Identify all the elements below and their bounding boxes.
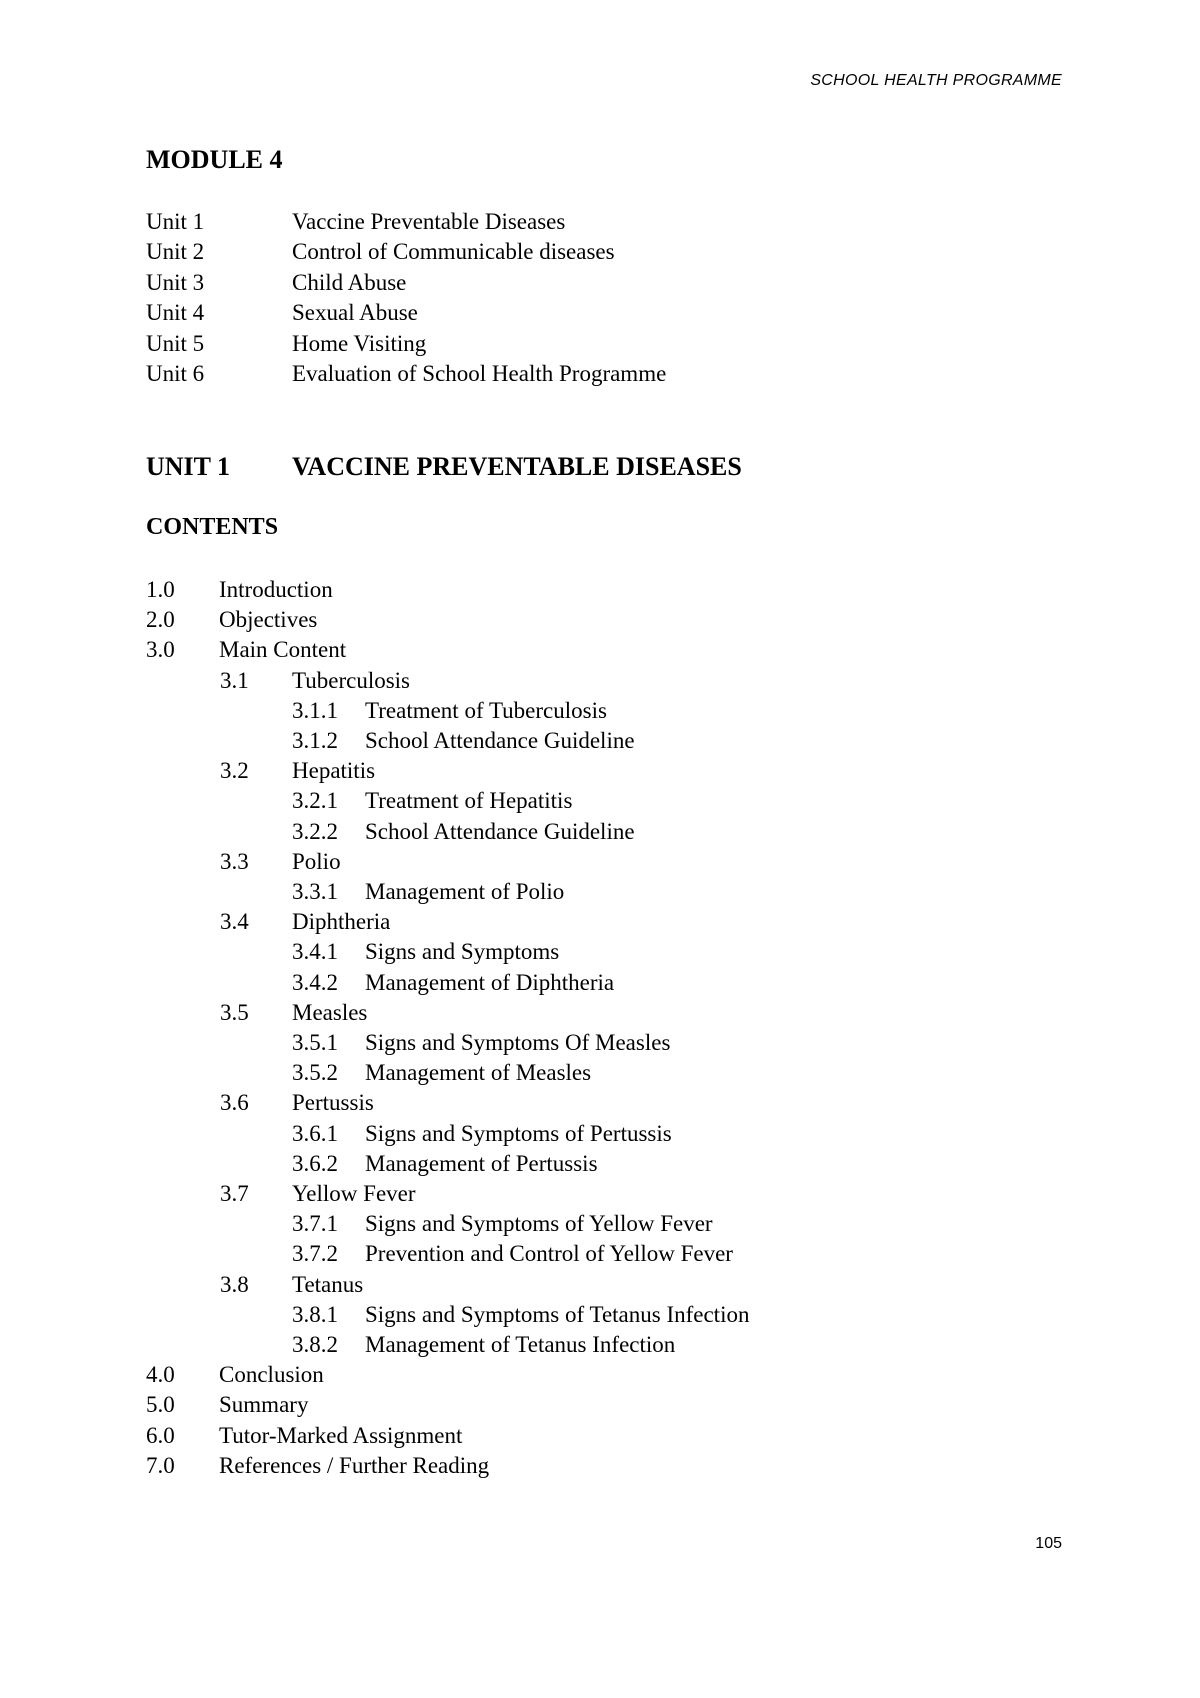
toc-entry-text: Objectives [219,607,318,633]
module-unit-title: Control of Communicable diseases [292,239,615,265]
toc-entry-number: 3.1.2 [292,728,338,754]
toc-entry-number: 3.6 [220,1090,249,1116]
module-unit-title: Vaccine Preventable Diseases [292,209,566,234]
toc-entry [146,937,749,967]
module-unit-row [146,298,666,328]
toc-entry [146,998,749,1028]
toc-entry-number: 3.2 [220,758,249,784]
toc-entry-text: Management of Pertussis [365,1150,598,1176]
toc-entry-text: Main Content [219,637,347,663]
toc-entry-number: 3.8.2 [292,1332,338,1358]
toc-entry-text: Signs and Symptoms of Pertussis [365,1120,672,1146]
contents-title: CONTENTS [146,514,279,540]
toc-entry-text: Pertussis [292,1090,374,1116]
toc-entry-text: Signs and Symptoms of Yellow Fever [365,1211,713,1237]
toc-entry-text: Management of Tetanus Infection [365,1332,676,1358]
module-unit-title: Home Visiting [292,330,427,356]
toc-entry-number: 6.0 [146,1422,175,1448]
toc-entry [146,666,749,696]
module-unit-number: Unit 4 [146,300,205,326]
toc-entry [146,968,749,998]
toc-entry-number: 3.8.1 [292,1301,338,1327]
toc-entry [146,847,749,877]
toc-entry-number: 3.7 [220,1181,249,1207]
toc-entry-number: 3.3.1 [292,879,338,905]
toc-entry-text: Management of Polio [365,879,565,905]
toc-entry-number: 3.0 [146,637,175,663]
toc-entry-text: References / Further Reading [219,1452,490,1478]
toc-entry-number: 3.7.1 [292,1211,338,1237]
toc-entry-text: Signs and Symptoms of Tetanus Infection [365,1301,750,1327]
toc-entry [146,1390,749,1420]
toc-entry-text: Signs and Symptoms Of Measles [365,1030,671,1056]
toc-entry-number: 1.0 [146,577,175,602]
module-unit-title: Child Abuse [292,269,407,295]
toc-entry-text: Measles [292,999,368,1025]
module-unit-number: Unit 2 [146,239,205,265]
toc-entry-number: 3.1 [220,667,249,693]
toc-entry-text: Treatment of Tuberculosis [365,697,607,723]
module-unit-row [146,329,666,359]
toc-entry-text: Hepatitis [292,758,376,784]
toc-entry-number: 3.5.1 [292,1030,338,1056]
toc-entry-text: Summary [219,1392,309,1418]
toc-entry-text: School Attendance Guideline [365,818,635,844]
toc-entry-text: School Attendance Guideline [365,728,635,754]
toc-entry-text: Prevention and Control of Yellow Fever [365,1241,733,1267]
table-of-contents [146,575,749,1481]
toc-entry-number: 3.2.1 [292,788,338,814]
toc-entry [146,1088,749,1118]
toc-entry [146,605,749,635]
toc-entry [146,1239,749,1269]
toc-entry [146,1209,749,1239]
toc-entry-text: Management of Measles [365,1060,592,1086]
toc-entry-number: 3.7.2 [292,1241,338,1267]
toc-entry-number: 3.4.1 [292,939,338,965]
toc-entry [146,635,749,665]
toc-entry [146,1360,749,1390]
toc-entry-text: Introduction [219,577,333,602]
module-unit-row [146,207,666,237]
toc-entry-text: Conclusion [219,1362,324,1388]
toc-entry-text: Management of Diphtheria [365,969,615,995]
toc-entry [146,1119,749,1149]
module-title: MODULE 4 [146,145,283,174]
module-unit-number: Unit 5 [146,330,205,356]
module-unit-list [146,207,666,389]
toc-entry [146,726,749,756]
module-unit-number: Unit 1 [146,209,205,234]
toc-entry [146,1179,749,1209]
toc-entry-number: 3.6.1 [292,1120,338,1146]
toc-entry [146,1028,749,1058]
toc-entry-number: 3.8 [220,1271,249,1297]
toc-entry [146,1270,749,1300]
module-unit-row [146,359,666,389]
toc-entry [146,1421,749,1451]
toc-entry-number: 3.4.2 [292,969,338,995]
toc-entry-number: 3.4 [220,909,249,935]
toc-entry [146,696,749,726]
toc-entry-number: 3.5 [220,999,249,1025]
toc-entry-number: 3.5.2 [292,1060,338,1086]
toc-entry [146,756,749,786]
toc-entry-number: 7.0 [146,1452,175,1478]
toc-entry-text: Signs and Symptoms [365,939,560,965]
toc-entry [146,1451,749,1481]
toc-entry-number: 3.6.2 [292,1150,338,1176]
toc-entry-number: 3.2.2 [292,818,338,844]
toc-entry [146,1058,749,1088]
toc-entry-number: 4.0 [146,1362,175,1388]
toc-entry [146,877,749,907]
page-number: 105 [1035,1535,1062,1552]
toc-entry-text: Tuberculosis [292,667,410,693]
unit-heading-number: UNIT 1 [146,452,231,481]
unit-heading-title: VACCINE PREVENTABLE DISEASES [292,452,742,481]
toc-entry-text: Tetanus [292,1271,364,1297]
module-unit-number: Unit 3 [146,269,205,295]
toc-entry-number: 5.0 [146,1392,175,1418]
module-unit-number: Unit 6 [146,361,205,387]
module-unit-row [146,237,666,267]
toc-entry [146,575,749,605]
toc-entry-number: 3.3 [220,848,249,874]
toc-entry [146,786,749,816]
module-unit-title: Evaluation of School Health Programme [292,361,667,387]
toc-entry [146,1330,749,1360]
toc-entry-number: 3.1.1 [292,697,338,723]
toc-entry-number: 2.0 [146,607,175,633]
toc-entry-text: Diphtheria [292,909,391,935]
toc-entry [146,1300,749,1330]
toc-entry-text: Yellow Fever [292,1181,416,1207]
unit-heading [146,452,742,482]
toc-entry-text: Polio [292,848,341,874]
toc-entry [146,817,749,847]
toc-entry-text: Tutor-Marked Assignment [219,1422,463,1448]
toc-entry-text: Treatment of Hepatitis [365,788,573,814]
running-header: SCHOOL HEALTH PROGRAMME [810,72,1062,89]
toc-entry [146,907,749,937]
module-unit-title: Sexual Abuse [292,300,418,326]
toc-entry [146,1149,749,1179]
module-unit-row [146,268,666,298]
